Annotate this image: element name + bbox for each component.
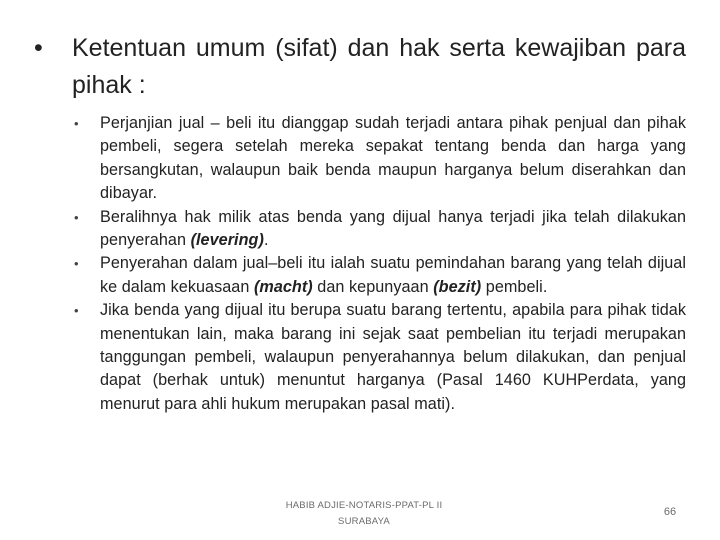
list-item-text: Perjanjian jual – beli itu dianggap sudah terjadi antara pihak penjual dan pihak pembeli, segera setelah mereka sepakat tentang benda dan harga yang bersangkutan, walaupun baik benda maupun harganya belum diserahkan dan dibayar. [100, 114, 686, 203]
term-bezit: (bezit) [433, 277, 482, 296]
footer-line-2: SURABAYA [338, 516, 390, 527]
text-segment: Beralihnya hak milik atas benda yang dijual hanya terjadi jika telah dilakukan penyerahan [100, 207, 686, 250]
main-heading [34, 30, 686, 104]
text-segment: Penyerahan dalam jual–beli itu ialah suatu pemindahan barang yang telah dijual ke dalam kekuasaan [100, 254, 686, 296]
main-bullet-dot: • [34, 34, 43, 62]
text-segment: . [263, 231, 269, 250]
list-item [74, 206, 686, 253]
list-item-text [100, 208, 686, 249]
bullet-dot: • [74, 209, 79, 225]
bullet-dot: • [74, 116, 79, 131]
sub-bullet-list [74, 112, 686, 416]
footer [264, 498, 464, 530]
list-item-text [100, 254, 686, 295]
list-item-text: Jika benda yang dijual itu berupa suatu barang tertentu, apabila para pihak tidak menentukan lain, maka barang ini sejak saat pembelian itu terjadi merupakan tanggungan pembeli, walaupun penyerahannya belum dilakukan, dan penjual dapat (berhak untuk) menuntut harganya (Pasal 1460 KUHPerdata, yang menurut para ahli hukum merupakan pasal mati). [100, 301, 686, 413]
page-number: 66 [663, 506, 677, 518]
main-heading-text: Ketentuan umum (sifat) dan hak serta kewajiban para pihak : [72, 34, 686, 99]
footer-line-1: HABIB ADJIE-NOTARIS-PPAT-PL II [285, 500, 443, 511]
list-item [74, 252, 686, 299]
bullet-dot: • [74, 303, 79, 319]
list-item [74, 112, 686, 206]
text-segment: dan kepunyaan [312, 277, 434, 296]
text-segment: pembeli. [481, 277, 548, 296]
bullet-dot: • [74, 256, 79, 272]
list-item [74, 299, 686, 416]
term-levering: (levering) [190, 231, 264, 250]
term-macht: (macht) [253, 277, 313, 296]
